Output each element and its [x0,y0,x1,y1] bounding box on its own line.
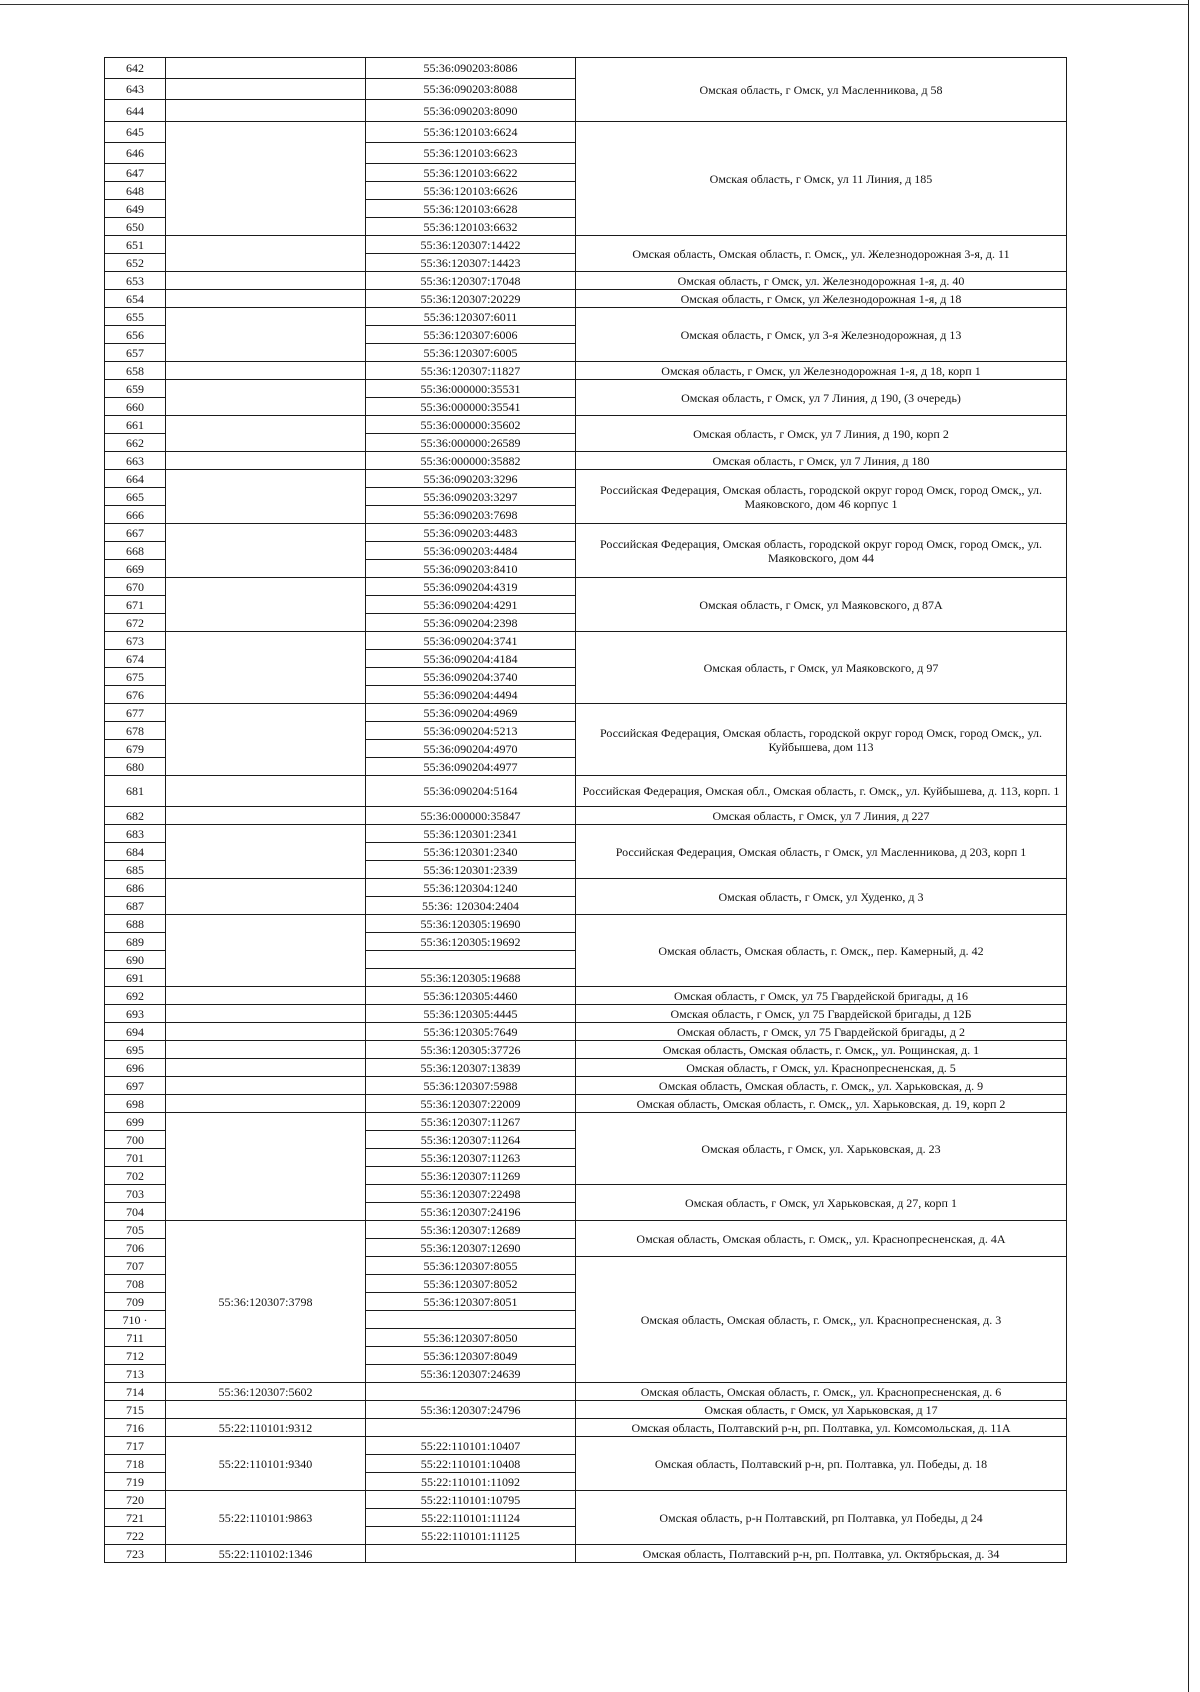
table-cell [166,100,366,122]
table-cell: 55:36:120305:7649 [366,1023,576,1041]
table-row [105,1401,1067,1419]
table-cell [166,1077,366,1095]
table-cell: 55:36:120301:2341 [366,825,576,843]
table-cell: 665 [105,488,166,506]
table-cell: 722 [105,1527,166,1545]
table-cell: 677 [105,704,166,722]
table-cell: 55:36:090204:4977 [366,758,576,776]
table-row [105,1545,1067,1563]
table-cell [166,236,366,272]
table-cell: Омская область, г Омск, ул 75 Гвардейской бригады, д 16 [576,987,1067,1005]
table-cell: 681 [105,776,166,807]
table-row [105,879,1067,897]
table-cell: 55:36:120305:19688 [366,969,576,987]
table-cell: 55:22:110102:1346 [166,1545,366,1563]
table-cell: 696 [105,1059,166,1077]
table-cell: 55:36:090204:5213 [366,722,576,740]
table-cell [166,578,366,632]
table-cell: Российская Федерация, Омская обл., Омская область, г. Омск,, ул. Куйбышева, д. 113, корп. 1 [576,776,1067,807]
table-cell: 650 [105,218,166,236]
table-cell: 720 [105,1491,166,1509]
table-row [105,1437,1067,1455]
table-cell: 705 [105,1221,166,1239]
table-cell: 676 [105,686,166,704]
table-cell: 660 [105,398,166,416]
table-cell: Омская область, г Омск, ул. Краснопресненская, д. 5 [576,1059,1067,1077]
table-cell [166,308,366,362]
table-row [105,236,1067,254]
table-cell: Омская область, Омская область, г. Омск,, ул. Харьковская, д. 9 [576,1077,1067,1095]
table-cell: 719 [105,1473,166,1491]
table-row [105,416,1067,434]
table-cell: 704 [105,1203,166,1221]
table-cell: 646 [105,143,166,164]
table-cell: 55:36:120307:8050 [366,1329,576,1347]
table-cell: 55:36:120307:8049 [366,1347,576,1365]
table-row [105,1491,1067,1509]
table-cell [366,1545,576,1563]
table-cell: 55:36:120307:11827 [366,362,576,380]
table-cell: Омская область, Полтавский р-н, рп. Полтавка, ул. Комсомольская, д. 11А [576,1419,1067,1437]
table-cell: 658 [105,362,166,380]
table-cell: 55:36:090204:4494 [366,686,576,704]
table-cell: 702 [105,1167,166,1185]
table-cell: 723 [105,1545,166,1563]
table-row [105,362,1067,380]
table-cell: 55:36:090204:4319 [366,578,576,596]
table-row [105,470,1067,488]
table-cell: 55:36:090204:4969 [366,704,576,722]
table-row [105,122,1067,143]
table-cell [166,452,366,470]
table-cell: Российская Федерация, Омская область, городской округ город Омск, город Омск,, ул. Маяковского, дом 46 корпус 1 [576,470,1067,524]
table-cell: 667 [105,524,166,542]
table-cell: 714 [105,1383,166,1401]
table-cell: 55:36:120307:20229 [366,290,576,308]
page-top-edge [0,4,1189,5]
table-cell: 708 [105,1275,166,1293]
table-cell: 55:22:110101:9863 [166,1491,366,1545]
table-cell: 692 [105,987,166,1005]
table-cell: 694 [105,1023,166,1041]
table-cell: Российская Федерация, Омская область, городской округ город Омск, город Омск,, ул. Маяковского, дом 44 [576,524,1067,578]
table-cell: 55:36:000000:35602 [366,416,576,434]
table-cell: 710 · [105,1311,166,1329]
table-cell: 717 [105,1437,166,1455]
table-cell: 55:36:000000:26589 [366,434,576,452]
table-row [105,308,1067,326]
table-row [105,290,1067,308]
table-cell: 55:36:120307:12690 [366,1239,576,1257]
table-cell: 673 [105,632,166,650]
table-cell: 675 [105,668,166,686]
table-cell: 55:36:090204:3741 [366,632,576,650]
table-cell: 656 [105,326,166,344]
table-cell [166,987,366,1005]
table-cell: 716 [105,1419,166,1437]
table-cell: 648 [105,182,166,200]
table-cell [166,470,366,524]
table-cell: 664 [105,470,166,488]
table-row [105,1095,1067,1113]
table-cell: 670 [105,578,166,596]
table-cell [166,879,366,915]
table-cell: 55:36:090203:3296 [366,470,576,488]
table-row [105,380,1067,398]
table-cell: Российская Федерация, Омская область, городской округ город Омск, город Омск,, ул. Куйбышева, дом 113 [576,704,1067,776]
table-cell: 701 [105,1149,166,1167]
table-cell: Омская область, г Омск, ул Маяковского, д 87А [576,578,1067,632]
table-cell [166,1113,366,1221]
table-cell: 55:36:120307:5602 [166,1383,366,1401]
table-cell: 55:36:090203:3297 [366,488,576,506]
table-cell [166,632,366,704]
table-cell: 55:36:000000:35847 [366,807,576,825]
table-cell: 706 [105,1239,166,1257]
table-cell: Омская область, Омская область, г. Омск,, ул. Харьковская, д. 19, корп 2 [576,1095,1067,1113]
table-cell: 55:36:120103:6622 [366,164,576,182]
table-cell: 55:36:120307:17048 [366,272,576,290]
table-row [105,1419,1067,1437]
table-cell: 55:22:110101:10408 [366,1455,576,1473]
table-cell: Омская область, г Омск, ул 7 Линия, д 190, корп 2 [576,416,1067,452]
table-cell [166,1023,366,1041]
table-row [105,987,1067,1005]
table-cell: 55:36:090203:8410 [366,560,576,578]
table-row [105,578,1067,596]
table-row [105,1005,1067,1023]
table-cell: 55:36:120304:1240 [366,879,576,897]
table-cell: 55:22:110101:9312 [166,1419,366,1437]
table-cell: 55:22:110101:11125 [366,1527,576,1545]
table-cell: 55:36:120307:3798 [166,1221,366,1383]
table-row [105,632,1067,650]
table-cell: 55:36:120307:6006 [366,326,576,344]
table-cell: 686 [105,879,166,897]
table-cell [166,825,366,879]
table-cell: 651 [105,236,166,254]
table-cell [166,1095,366,1113]
table-cell: 55:36:120307:8055 [366,1257,576,1275]
table-cell: 55:36:120305:37726 [366,1041,576,1059]
table-cell: 699 [105,1113,166,1131]
table-cell: Омская область, г Омск, ул Масленникова, д 58 [576,58,1067,122]
table-cell [166,915,366,987]
table-cell [166,1041,366,1059]
table-cell: 668 [105,542,166,560]
table-cell [166,704,366,776]
table-cell: 713 [105,1365,166,1383]
table-cell: 679 [105,740,166,758]
table-cell [166,290,366,308]
table-row [105,58,1067,79]
table-cell: 672 [105,614,166,632]
table-cell: 55:36:120307:8051 [366,1293,576,1311]
table-cell: 55:36:120305:19690 [366,915,576,933]
table-row [105,1221,1067,1239]
table-cell: 685 [105,861,166,879]
table-row [105,272,1067,290]
table-cell [166,272,366,290]
table-row [105,776,1067,807]
table-cell: Омская область, г Омск, ул 3-я Железнодорожная, д 13 [576,308,1067,362]
table-cell: 55:22:110101:11092 [366,1473,576,1491]
table-cell [166,79,366,100]
table-cell [366,1419,576,1437]
table-cell [166,524,366,578]
table-cell: 55:36:090204:4970 [366,740,576,758]
table-cell [366,1383,576,1401]
table-cell: 55:36:120301:2339 [366,861,576,879]
table-cell [366,951,576,969]
table-cell: 55:36:000000:35531 [366,380,576,398]
table-row [105,825,1067,843]
table-cell: 55:36:120103:6623 [366,143,576,164]
table-cell: Омская область, г Омск, ул 7 Линия, д 180 [576,452,1067,470]
table-cell: 55:36:120307:14423 [366,254,576,272]
table-cell [166,1005,366,1023]
table-cell: Омская область, г Омск, ул Харьковская, д 27, корп 1 [576,1185,1067,1221]
cadastral-table [104,57,1067,1563]
table-cell: Омская область, г Омск, ул Харьковская, д 17 [576,1401,1067,1419]
table-cell: 691 [105,969,166,987]
table-cell: Омская область, Омская область, г. Омск,, ул. Краснопресненская, д. 6 [576,1383,1067,1401]
table-cell: Омская область, г Омск, ул 7 Линия, д 227 [576,807,1067,825]
table-row [105,452,1067,470]
table-cell: 661 [105,416,166,434]
table-cell: 711 [105,1329,166,1347]
table-cell: 55:36:090203:8088 [366,79,576,100]
table-cell: 55:36: 120304:2404 [366,897,576,915]
table-cell: Российская Федерация, Омская область, г Омск, ул Масленникова, д 203, корп 1 [576,825,1067,879]
table-cell: 721 [105,1509,166,1527]
table-cell [166,362,366,380]
table-cell: 674 [105,650,166,668]
table-cell: 712 [105,1347,166,1365]
table-cell: 55:36:120307:22009 [366,1095,576,1113]
table-cell: 55:36:090204:4291 [366,596,576,614]
table-cell: 707 [105,1257,166,1275]
table-cell: 662 [105,434,166,452]
table-cell: 683 [105,825,166,843]
table-cell: 55:36:090203:7698 [366,506,576,524]
table-cell: 682 [105,807,166,825]
table-cell: 55:36:090204:4184 [366,650,576,668]
table-row [105,1113,1067,1131]
table-cell: 55:36:120103:6632 [366,218,576,236]
table-cell: 645 [105,122,166,143]
table-cell: 698 [105,1095,166,1113]
table-cell: 693 [105,1005,166,1023]
table-cell: 654 [105,290,166,308]
table-cell [166,416,366,452]
table-cell: 715 [105,1401,166,1419]
table-cell: Омская область, Полтавский р-н, рп. Полтавка, ул. Победы, д. 18 [576,1437,1067,1491]
table-cell: 55:36:120307:14422 [366,236,576,254]
table-cell: 55:36:120307:13839 [366,1059,576,1077]
table-cell: 700 [105,1131,166,1149]
table-cell: 55:36:120103:6626 [366,182,576,200]
table-row [105,1077,1067,1095]
table-cell: 55:22:110101:9340 [166,1437,366,1491]
table-row [105,1041,1067,1059]
table-cell [366,1311,576,1329]
table-cell: 55:36:120307:6005 [366,344,576,362]
table-cell: Омская область, Омская область, г. Омск,, ул. Краснопресненская, д. 4А [576,1221,1067,1257]
table-cell: 55:36:120305:4460 [366,987,576,1005]
table-cell: 655 [105,308,166,326]
table-cell: 687 [105,897,166,915]
table-cell: Омская область, г Омск, ул Железнодорожная 1-я, д 18, корп 1 [576,362,1067,380]
table-cell: 55:36:120301:2340 [366,843,576,861]
table-cell: Омская область, г Омск, ул. Железнодорожная 1-я, д. 40 [576,272,1067,290]
table-cell: 55:36:120307:24796 [366,1401,576,1419]
table-cell: 649 [105,200,166,218]
table-cell: 659 [105,380,166,398]
table-cell: 55:36:000000:35541 [366,398,576,416]
table-cell: 55:36:120307:11264 [366,1131,576,1149]
table-cell: 55:36:120307:24639 [366,1365,576,1383]
table-cell: Омская область, г Омск, ул Худенко, д 3 [576,879,1067,915]
table-cell [166,1401,366,1419]
table-cell: 55:36:090203:8090 [366,100,576,122]
table-cell [166,1059,366,1077]
table-cell: 666 [105,506,166,524]
table-cell: 680 [105,758,166,776]
table-cell [166,776,366,807]
table-body [105,58,1067,1563]
table-cell: Омская область, г Омск, ул 11 Линия, д 185 [576,122,1067,236]
table-cell: 55:36:090203:8086 [366,58,576,79]
table-cell: 55:36:090204:3740 [366,668,576,686]
table-cell: Омская область, Полтавский р-н, рп. Полтавка, ул. Октябрьская, д. 34 [576,1545,1067,1563]
table-cell: 644 [105,100,166,122]
table-row [105,1383,1067,1401]
page-right-edge [1188,0,1189,1692]
table-cell: 653 [105,272,166,290]
table-cell: 642 [105,58,166,79]
table-cell: Омская область, г Омск, ул. Харьковская, д. 23 [576,1113,1067,1185]
table-cell: 652 [105,254,166,272]
table-cell: 718 [105,1455,166,1473]
table-cell [166,122,366,236]
table-cell: 55:36:090204:2398 [366,614,576,632]
table-cell [166,380,366,416]
table-row [105,704,1067,722]
table-cell: 55:36:120307:11269 [366,1167,576,1185]
table-row [105,524,1067,542]
table-cell: 689 [105,933,166,951]
table-cell: 55:36:120307:22498 [366,1185,576,1203]
table-cell [166,807,366,825]
table-cell: Омская область, Омская область, г. Омск,, пер. Камерный, д. 42 [576,915,1067,987]
table-cell: 55:36:120307:11263 [366,1149,576,1167]
table-cell [166,58,366,79]
table-cell: 55:36:090203:4484 [366,542,576,560]
table-cell: 695 [105,1041,166,1059]
table-cell: Омская область, г Омск, ул Маяковского, д 97 [576,632,1067,704]
table-cell: 684 [105,843,166,861]
table-cell: 657 [105,344,166,362]
table-cell: 703 [105,1185,166,1203]
table-cell: 55:22:110101:10795 [366,1491,576,1509]
table-cell: 688 [105,915,166,933]
table-cell: 643 [105,79,166,100]
table-row [105,1023,1067,1041]
table-cell: Омская область, г Омск, ул Железнодорожная 1-я, д 18 [576,290,1067,308]
table-cell: 55:36:120307:8052 [366,1275,576,1293]
table-cell: 690 [105,951,166,969]
table-cell: 55:36:000000:35882 [366,452,576,470]
table-cell: 55:36:120307:6011 [366,308,576,326]
table-cell: Омская область, Омская область, г. Омск,, ул. Краснопресненская, д. 3 [576,1257,1067,1383]
table-cell: 55:36:090203:4483 [366,524,576,542]
table-cell: 709 [105,1293,166,1311]
table-cell: Омская область, г Омск, ул 7 Линия, д 190, (3 очередь) [576,380,1067,416]
table-cell: 678 [105,722,166,740]
table-cell: Омская область, Омская область, г. Омск,, ул. Рощинская, д. 1 [576,1041,1067,1059]
table-cell: 55:22:110101:11124 [366,1509,576,1527]
table-cell: Омская область, Омская область, г. Омск,, ул. Железнодорожная 3-я, д. 11 [576,236,1067,272]
table-cell: Омская область, г Омск, ул 75 Гвардейской бригады, д 2 [576,1023,1067,1041]
table-cell: 55:36:120103:6624 [366,122,576,143]
table-cell: Омская область, г Омск, ул 75 Гвардейской бригады, д 12Б [576,1005,1067,1023]
table-cell: 55:36:120307:24196 [366,1203,576,1221]
table-cell: 697 [105,1077,166,1095]
table-cell: 671 [105,596,166,614]
table-row [105,1059,1067,1077]
table-cell: 55:36:120307:11267 [366,1113,576,1131]
table-cell: 55:22:110101:10407 [366,1437,576,1455]
table-row [105,807,1067,825]
table-cell: 55:36:120103:6628 [366,200,576,218]
table-cell: 55:36:090204:5164 [366,776,576,807]
table-cell: 55:36:120307:12689 [366,1221,576,1239]
table-cell: 647 [105,164,166,182]
table-cell: 55:36:120305:19692 [366,933,576,951]
table-cell: 55:36:120305:4445 [366,1005,576,1023]
table-row [105,915,1067,933]
table-cell: 669 [105,560,166,578]
table-cell: Омская область, р-н Полтавский, рп Полтавка, ул Победы, д 24 [576,1491,1067,1545]
table-cell: 55:36:120307:5988 [366,1077,576,1095]
table-cell: 663 [105,452,166,470]
